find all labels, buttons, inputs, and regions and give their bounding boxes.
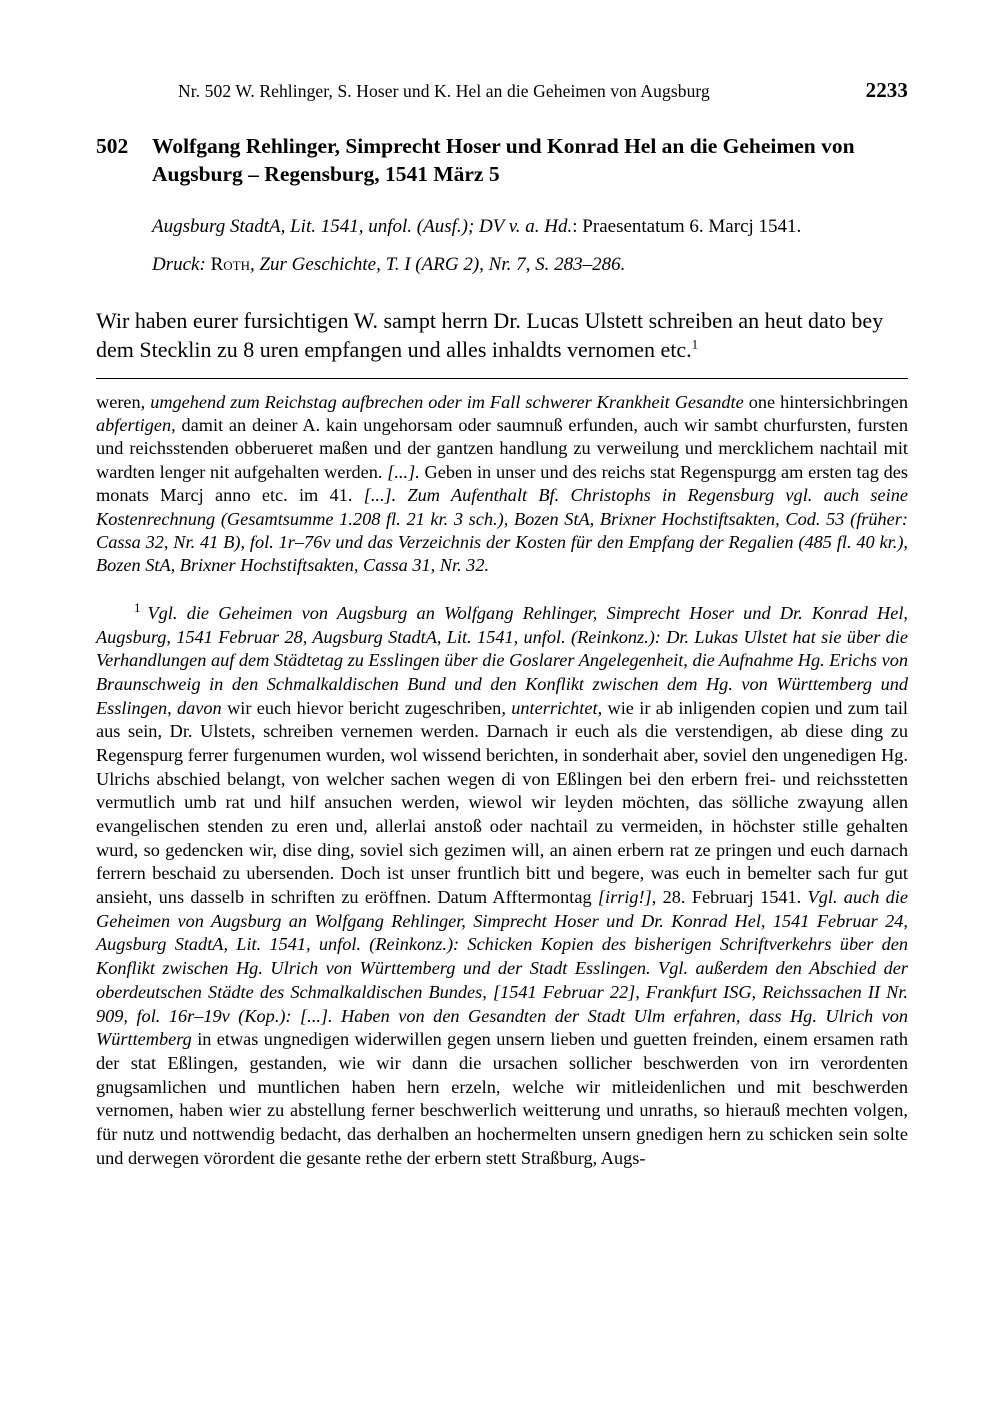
print-reference: , Zur Geschichte, T. I (ARG 2), Nr. 7, S. 283–286. [249, 254, 626, 276]
apparatus-run-7: [...]. Zum Aufenthalt Bf. Christophs in Regensburg vgl. auch seine Kostenrechnung (Gesamtsumme 1.208 fl. 21 kr. 3 sch.), Bozen StA, Brixner Hochstiftsakten, Cod. 53 (früher: Cassa 32, Nr. 41 B), fol. 1r–76v und das Verzeichnis der Kosten für den Empfang der Regalien (485 fl. 40 kr.), Bozen StA, Brixner Hochstiftsakten, Cassa 31, Nr. 32. [96, 485, 908, 576]
entry-heading [96, 133, 908, 189]
footnote-number: 1 [134, 599, 141, 615]
source-note-archive [152, 215, 908, 239]
source-archive-roman: : Praesentatum 6. Marcj 1541. [572, 215, 802, 237]
entry-number: 502 [96, 134, 129, 158]
apparatus-divider [96, 378, 908, 379]
footnote-run-5: , 28. Februarj 1541. [651, 887, 808, 908]
source-notes [96, 215, 908, 278]
apparatus-paragraph [96, 391, 908, 578]
apparatus-run-2: one hintersichbringen [748, 391, 908, 412]
source-note-print [152, 253, 908, 277]
apparatus-run-5: [...]. [387, 461, 425, 482]
print-author: Roth [210, 254, 250, 276]
footnote-run-1: wir euch hievor bericht zugeschriben [227, 697, 502, 718]
textual-apparatus [96, 391, 908, 578]
apparatus-run-4: , damit an deiner A. kain ungehorsam oder saumnuß erfunden, auch wir sambt churfursten, fursten und reichsstenden obberueret maßen und der gantzen handlung zu verweilung und mercklichem nachtail mit wardten lenger nit aufgehalten werden. [96, 414, 908, 482]
entry-title: Wolfgang Rehlinger, Simprecht Hoser und Konrad Hel an die Geheimen von Augsburg – Regensburg, 1541 März 5 [152, 134, 855, 186]
page-number: 2233 [865, 78, 908, 102]
footnote-run-6: Vgl. auch die Geheimen von Augsburg an Wolfgang Rehlinger, Simprecht Hoser und Dr. Konrad Hel, 1541 Februar 24, Augsburg StadtA, Lit. 1541, unfol. (Reinkonz.): Schicken Kopien des bisherigen Schriftverkehrs über den Konflikt zwischen Hg. Ulrich von Württemberg und der Stadt Esslingen. Vgl. außerdem den Abschied der oberdeutschen Städte des Schmalkaldischen Bundes, [1541 Februar 22], Frankfurt ISG, Reichssachen II Nr. 909, fol. 16r–19v (Kop.): [...]. Haben von den Gesandten der Stadt Ulm erfahren, dass Hg. Ulrich von Württemberg [96, 887, 908, 1050]
footnote-paragraph [96, 599, 909, 1171]
footnote-run-0: Vgl. die Geheimen von Augsburg an Wolfgang Rehlinger, Simprecht Hoser und Dr. Konrad Hel, Augsburg, 1541 Februar 28, Augsburg StadtA, Lit. 1541, unfol. (Reinkonz.): Dr. Lukas Ulstet hat sie über die Verhandlungen auf dem Städtetag zu Esslingen über die Goslarer Angelegenheit, die Aufnahme Hg. Erichs von Braunschweig in den Schmalkaldischen Bund und den Konflikt zwischen dem Hg. von Württemberg und Esslingen, davon [96, 602, 908, 718]
footnote-block [96, 599, 909, 1171]
running-head [96, 78, 908, 103]
footnote-run-4: [irrig!] [597, 887, 652, 908]
body-paragraph [96, 306, 908, 364]
body-paragraph-text: Wir haben eurer fursichtigen W. sampt herrn Dr. Lucas Ulstett schreiben an heut dato bey dem Stecklin zu 8 uren empfangen und alles inhaldts vernomen etc. [96, 307, 884, 362]
footnote-run-2: , unterrichtet [501, 697, 598, 718]
apparatus-run-0: weren, [96, 391, 151, 412]
apparatus-run-3: abfertigen [96, 414, 172, 435]
footnote-run-7: in etwas ungnedigen widerwillen gegen unsern lieben und guetten freinden, einem ersamen rath der stat Eßlingen, gestanden, wie wir dann die ursachen sollicher beschwerden von irn verordenten gnugsamlichen und muntlichen haben hern erzeln, welche wir mitleidenlichen und mit beschwerden vernomen, haben wier zu abstellung ferner beschwerlich weitterung und unraths, so hierauß mechten volgen, für nutz und nottwendig bedacht, das derhalben an hochermelten unsern gnedigen hern zu schicken sein solte und derwegen vörordent die gesante rethe der erbern stett Straßburg, Augs- [96, 1029, 909, 1168]
source-archive-italic: Augsburg StadtA, Lit. 1541, unfol. (Ausf.); DV v. a. Hd. [152, 215, 573, 237]
running-head-text: Nr. 502 W. Rehlinger, S. Hoser und K. Hel an die Geheimen von Augsburg [178, 81, 710, 101]
print-label: Druck: [152, 254, 206, 276]
footnote-run-3: , wie ir ab inligenden copien und zum tail aus sein, Dr. Ulstets, schreiben vernemen werden. Darnach ir euch als die verstendigen, ab diese ding zu Regenspurg ferrer furgenumen wurden, wol wissend berichten, in sonderhait aber, soviel den ungenedigen Hg. Ulrichs abschied belangt, von welcher sachen wegen di von Eßlingen bei den erbern frei- und reichsstetten vermutlich umb rat und hilf ansuchen werden, wiewol wir leyden möchten, das sölliche zwayung allen evangelischen stenden zu eren und, allerlai anstoß oder nachtail zu vermeiden, in höchster stille gehalten wurd, so gedencken wir, dise ding, soviel sich gezimen will, an ainen erbern rat ze pringen und euch darnach ferrern beschaid zu ubersenden. Doch ist unser fruntlich bitt und begere, was euch in bemelter sach fur gut ansieht, uns dasselb in schriften zu eröffnen. Datum Afftermontag [96, 697, 908, 908]
footnote-marker: 1 [691, 336, 699, 352]
document-body [96, 306, 908, 364]
apparatus-run-1: umgehend zum Reichstag aufbrechen oder im Fall schwerer Krankheit Gesandte [150, 391, 749, 412]
apparatus-run-6: Geben in unser und des reichs stat Regenspurgg am ersten tag des monats Marcj anno etc. im 41. [96, 461, 908, 506]
